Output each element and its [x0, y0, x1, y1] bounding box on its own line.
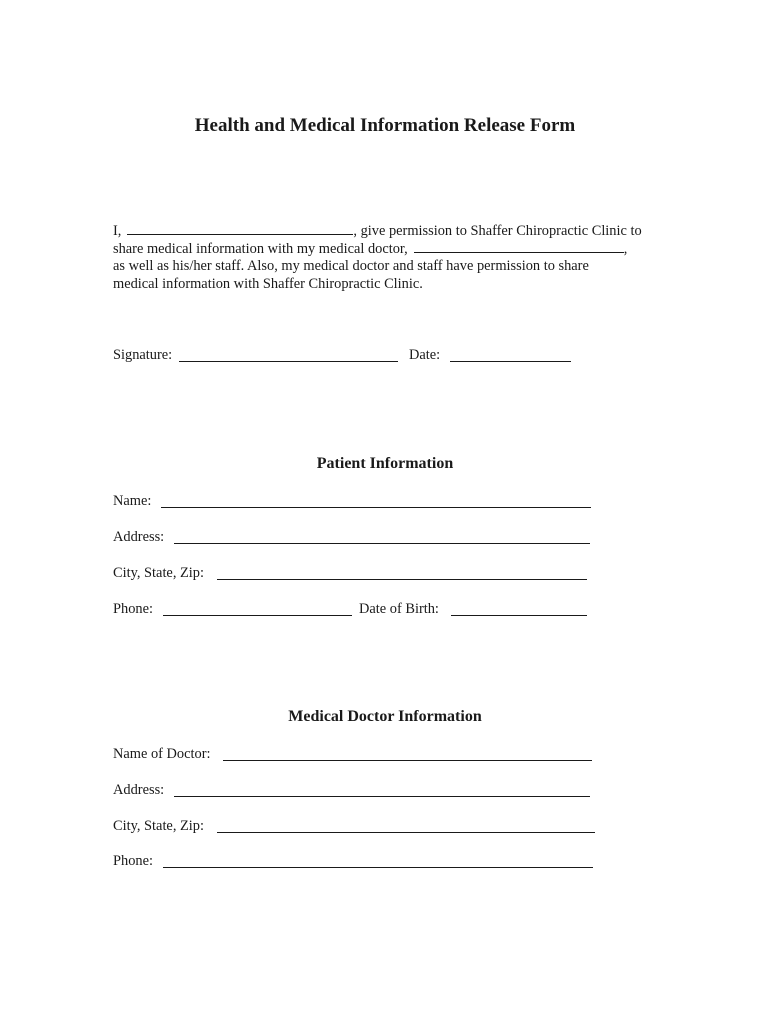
patient-city-field[interactable] — [217, 579, 587, 580]
date-label: Date: — [409, 347, 441, 363]
consent-line-1-prefix: I, — [113, 223, 122, 239]
patient-city-row — [113, 564, 204, 582]
patient-info-heading: Patient Information — [316, 455, 454, 472]
doctor-name-field[interactable] — [223, 760, 592, 761]
doctor-address-field[interactable] — [174, 796, 590, 797]
patient-dob-label: Date of Birth: — [359, 601, 439, 617]
consent-line-1 — [113, 221, 642, 240]
doctor-city-label: City, State, Zip: — [113, 818, 205, 834]
patient-phone-field[interactable] — [163, 615, 352, 616]
patient-name-blank[interactable] — [127, 221, 353, 235]
signature-field[interactable] — [179, 361, 398, 362]
signature-row — [113, 346, 441, 364]
patient-name-label: Name: — [113, 493, 152, 509]
consent-line-3: as well as his/her staff. Also, my medical doctor and staff have permission to share — [113, 258, 589, 274]
doctor-address-row — [113, 781, 164, 799]
page-title: Health and Medical Information Release Form — [194, 115, 576, 136]
doctor-name-label: Name of Doctor: — [113, 746, 211, 762]
patient-address-row — [113, 528, 164, 546]
consent-line-2 — [113, 239, 627, 258]
consent-line-2-prefix: share medical information with my medical doctor, — [113, 241, 408, 257]
doctor-phone-field[interactable] — [163, 867, 593, 868]
patient-city-label: City, State, Zip: — [113, 565, 205, 581]
doctor-name-row — [113, 745, 211, 763]
date-field[interactable] — [450, 361, 571, 362]
patient-dob-field[interactable] — [451, 615, 587, 616]
doctor-phone-label: Phone: — [113, 853, 153, 869]
doctor-name-blank[interactable] — [414, 239, 624, 253]
patient-name-row — [113, 492, 151, 510]
consent-line-2-suffix: , — [623, 241, 628, 257]
patient-address-field[interactable] — [174, 543, 590, 544]
patient-address-label: Address: — [113, 529, 165, 545]
patient-phone-label: Phone: — [113, 601, 153, 617]
doctor-info-heading: Medical Doctor Information — [288, 708, 482, 725]
consent-line-4: medical information with Shaffer Chiropractic Clinic. — [113, 276, 423, 292]
signature-label: Signature: — [113, 347, 173, 363]
doctor-address-label: Address: — [113, 782, 165, 798]
doctor-city-field[interactable] — [217, 832, 595, 833]
patient-phone-row — [113, 600, 439, 618]
consent-line-1-suffix: , give permission to Shaffer Chiropractic Clinic to — [353, 223, 642, 239]
patient-name-field[interactable] — [161, 507, 591, 508]
doctor-phone-row — [113, 852, 153, 870]
doctor-city-row — [113, 817, 204, 835]
